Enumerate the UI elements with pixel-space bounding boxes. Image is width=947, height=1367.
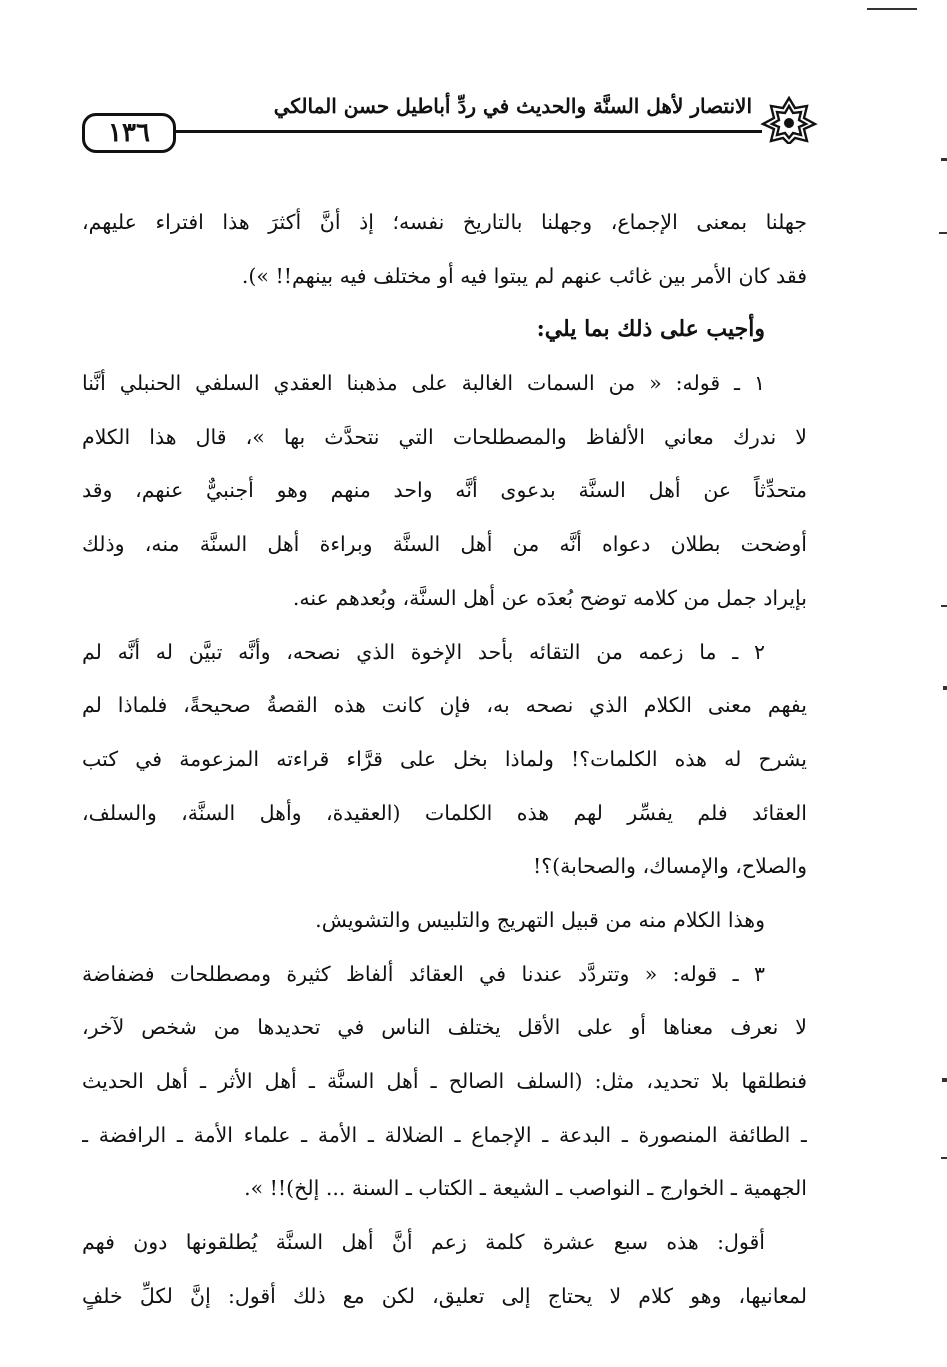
text-line: العقائد فلم يفسِّر لهم هذه الكلمات (العقيدة، وأهل السنَّة، والسلف،: [82, 800, 807, 825]
body-text: [82, 196, 807, 1323]
scan-mark: [942, 1078, 947, 1082]
text-line: ١ ـ قوله: « من السمات الغالبة على مذهبنا العقدي السلفي الحنبلي أنَّنا: [82, 371, 765, 396]
text-line: وأجيب على ذلك بما يلي:: [536, 316, 765, 343]
scan-mark: [939, 232, 947, 234]
scan-mark: [941, 1157, 947, 1159]
text-line: وهذا الكلام منه من قبيل التهريج والتلبيس والتشويش.: [315, 907, 765, 932]
text-line: فنطلقها بلا تحديد، مثل: (السلف الصالح ـ أهل السنَّة ـ أهل الأثر ـ أهل الحديث: [82, 1069, 807, 1093]
header-rule: [174, 130, 762, 133]
text-line: والصلاح، والإمساك، والصحابة)؟!: [533, 854, 807, 879]
text-line: بإيراد جمل من كلامه توضح بُعدَه عن أهل السنَّة، وبُعدهم عنه.: [292, 585, 807, 610]
text-line: الجهمية ـ الخوارج ـ النواصب ـ الشيعة ـ الكتاب ـ السنة ... إلخ)!! ».: [244, 1176, 807, 1201]
scan-mark: [941, 605, 947, 607]
text-line: أقول: هذه سبع عشرة كلمة زعم أنَّ أهل السنَّة يُطلقونها دون فهم: [82, 1230, 765, 1255]
text-line: ٢ ـ ما زعمه من التقائه بأحد الإخوة الذي نصحه، وأنَّه تبيَّن له أنَّه لم: [82, 639, 765, 664]
text-line: متحدِّثاً عن أهل السنَّة بدعوى أنَّه واحد منهم وهو أجنبيٌّ عنهم، وقد: [82, 478, 807, 503]
text-line: ـ الطائفة المنصورة ـ البدعة ـ الإجماع ـ الضلالة ـ الأمة ـ علماء الأمة ـ الرافضة ـ: [82, 1122, 807, 1147]
text-line: يفهم معنى الكلام الذي نصحه به، فإن كانت هذه القصةُ صحيحةً، فلماذا لم: [82, 693, 807, 718]
book-title: الانتصار لأهل السنَّة والحديث في ردِّ أباطيل حسن المالكي: [273, 94, 752, 118]
text-line: لا ندرك معاني الألفاظ والمصطلحات التي نتحدَّث بها »، قال هذا الكلام: [82, 424, 807, 449]
text-line: يشرح له هذه الكلمات؟! ولماذا بخل على قرَّاء قراءته المزعومة في كتب: [82, 746, 807, 771]
scan-mark: [867, 8, 917, 10]
text-line: جهلنا بمعنى الإجماع، وجهلنا بالتاريخ نفسه؛ إذ أنَّ أكثرَ هذا افتراء عليهم،: [82, 210, 807, 234]
scan-mark: [943, 686, 947, 690]
text-line: لمعانيها، وهو كلام لا يحتاج إلى تعليق، لكن مع ذلك أقول: إنَّ لكلِّ خلفٍ: [82, 1283, 807, 1308]
text-line: لا نعرف معناها أو على الأقل يختلف الناس في تحديدها من شخص لآخر،: [82, 1015, 807, 1040]
running-header: [82, 92, 820, 162]
star-ornament-icon: [760, 96, 818, 144]
scan-mark: [941, 158, 947, 161]
text-line: أوضحت بطلان دعواه أنَّه من أهل السنَّة وبراءة أهل السنَّة منه، وذلك: [82, 532, 807, 557]
text-line: فقد كان الأمر بين غائب عنهم لم يبتوا فيه أو مختلف فيه بينهم!! »).: [241, 263, 807, 288]
text-line: ٣ ـ قوله: « وتتردَّد عندنا في العقائد ألفاظ كثيرة ومصطلحات فضفاضة: [82, 961, 765, 986]
page-number: ١٣٦: [82, 113, 176, 153]
